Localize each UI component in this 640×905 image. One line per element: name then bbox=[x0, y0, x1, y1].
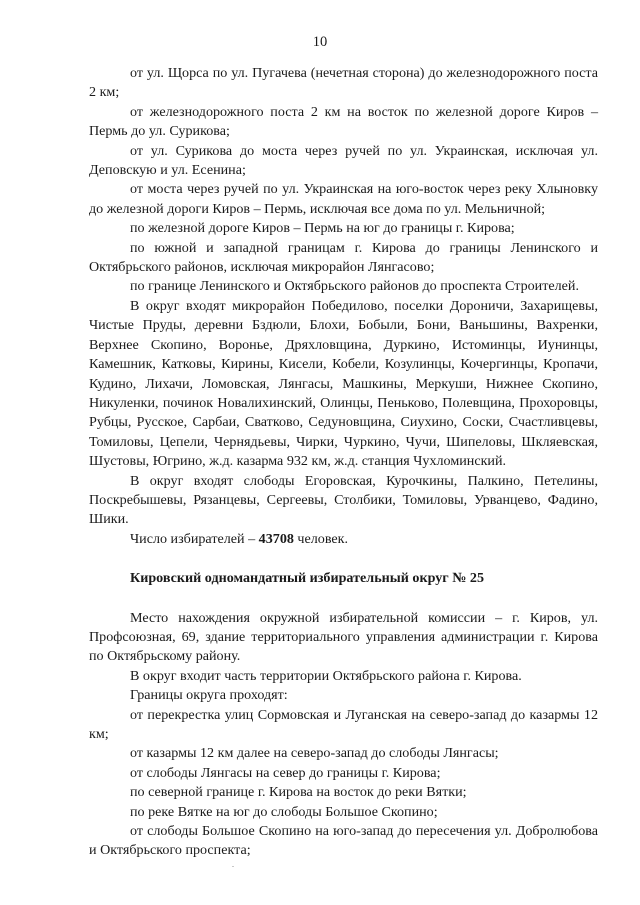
paragraph: по южной и западной границам г. Кирова до границы Ленинского и Октябрьского районов, исключая микрорайон Лянгасово; bbox=[89, 239, 598, 276]
section-district-25 bbox=[89, 609, 598, 861]
paragraph: по границе Ленинского и Октябрьского районов до проспекта Строителей. bbox=[130, 278, 579, 295]
paragraph: Границы округа проходят: bbox=[130, 687, 288, 704]
voters-prefix: Число избирателей – bbox=[130, 530, 259, 547]
section-district-boundaries bbox=[89, 64, 598, 549]
paragraph: от ул. Щорса по ул. Пугачева (нечетная сторона) до железнодорожного поста 2 км; bbox=[89, 65, 598, 101]
page-number: 10 bbox=[312, 34, 328, 50]
voters-count-line bbox=[89, 530, 598, 549]
paragraph: от слободы Лянгасы на север до границы г. Кирова; bbox=[130, 764, 441, 781]
section-heading: Кировский одномандатный избирательный округ № 25 bbox=[130, 570, 484, 587]
paragraph: от слободы Большое Скопино на юго-запад до пересечения ул. Добролюбова и Октябрьского проспекта; bbox=[89, 823, 598, 859]
paragraph: по реке Вятке на юг до слободы Большое Скопино; bbox=[130, 803, 438, 820]
voters-count: 43708 bbox=[258, 530, 294, 547]
paragraph: В округ входит часть территории Октябрьского района г. Кирова. bbox=[130, 667, 522, 684]
paragraph: от моста через ручей по ул. Украинская на юго-восток через реку Хлыновку до железной дороги Киров – Пермь, исключая все дома по ул. Мельничной; bbox=[89, 181, 598, 217]
scan-speck bbox=[232, 866, 234, 867]
paragraph: В округ входят микрорайон Победилово, поселки Дороничи, Захарищевы, Чистые Пруды, деревни Бздюли, Блохи, Бобыли, Бони, Ваньшины, Вахренки, Верхнее Скопино, Воронье, Дряхловщина, Дуркино, Истоминцы, Иунинцы, Камешник, Катковы, Кирины, Кисели, Кобели, Козулинцы, Кочергинцы, Кропачи, Кудино, Лихачи, Ломовская, Лянгасы, Машкины, Меркуши, Нижнее Скопино, Никуленки, починок Новалихинский, Олинцы, Пеньково, Полевщина, Прохоровцы, Рубцы, Русское, Сарбаи, Сватково, Седуновщина, Сиухино, Соски, Счастливцевы, Томиловы, Цепели, Чернядьевы, Чирки, Чуркино, Чучи, Шипеловы, Шкляевская, Шустовы, Югрино, ж.д. казарма 932 км, ж.д. станция Чухломинский. bbox=[89, 297, 598, 470]
paragraph: по северной границе г. Кирова на восток до реки Вятки; bbox=[130, 784, 467, 801]
document-body bbox=[89, 64, 598, 861]
paragraph: В округ входят слободы Егоровская, Курочкины, Палкино, Петелины, Поскребышевы, Рязанцевы, Сергеевы, Столбики, Томиловы, Урванцево, Фадино, Шики. bbox=[89, 472, 598, 528]
paragraph: от казармы 12 км далее на северо-запад до слободы Лянгасы; bbox=[130, 745, 499, 762]
voters-suffix: человек. bbox=[293, 530, 349, 547]
paragraph: Место нахождения окружной избирательной комиссии – г. Киров, ул. Профсоюзная, 69, здание территориального управления администрации г. Кирова по Октябрьскому району. bbox=[89, 609, 598, 665]
paragraph: от железнодорожного поста 2 км на восток по железной дороге Киров – Пермь до ул. Сурикова; bbox=[89, 103, 598, 140]
paragraph: от ул. Сурикова до моста через ручей по ул. Украинская, исключая ул. Деповскую и ул. Есенина; bbox=[89, 142, 598, 179]
paragraph: по железной дороге Киров – Пермь на юг до границы г. Кирова; bbox=[130, 220, 515, 237]
paragraph: от перекрестка улиц Сормовская и Луганская на северо-запад до казармы 12 км; bbox=[89, 706, 598, 742]
